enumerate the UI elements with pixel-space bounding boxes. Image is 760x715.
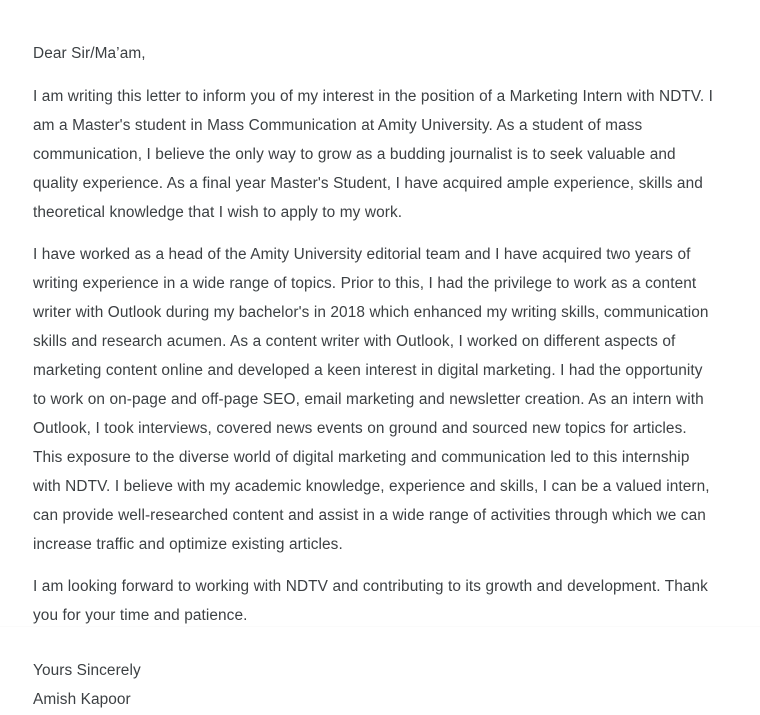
valediction: Yours Sincerely — [33, 662, 141, 680]
body-paragraph-2: I have worked as a head of the Amity University editorial team and I have acquired two years of writing experience in a wide range of topics. Prior to this, I had the privilege to work as a content writer with Outlook during my bachelor's in 2018 which enhanced my writing skills, communication skills and research acumen. As a content writer with Outlook, I worked on different aspects of marketing content online and developed a keen interest in digital marketing. I had the opportunity to work on on-page and off-page SEO, email marketing and newsletter creation. As an intern with Outlook, I took interviews, covered news events on ground and sourced new topics for articles. This exposure to the diverse world of digital marketing and communication led to this internship with NDTV. I believe with my academic knowledge, experience and skills, I can be a valued intern, can provide well-researched content and assist in a wide range of activities through which we can increase traffic and optimize existing articles. — [33, 246, 715, 553]
body-paragraph-1: I am writing this letter to inform you of my interest in the position of a Marketing Intern with NDTV. I am a Master's student in Mass Communication at Amity University. As a student of mass communication, I believe the only way to grow as a budding journalist is to seek valuable and quality experience. As a final year Master's Student, I have acquired ample experience, skills and theoretical knowledge that I wish to apply to my work. — [33, 87, 718, 221]
page-bottom-rule — [0, 626, 760, 627]
sender-name: Amish Kapoor — [33, 691, 131, 709]
body-paragraph-3: I am looking forward to working with NDTV and contributing to its growth and development. Thank you for your time and patience. — [33, 578, 713, 625]
letter-body — [33, 40, 718, 715]
signature-block — [33, 657, 715, 715]
salutation: Dear Sir/Ma’am, — [33, 45, 146, 62]
